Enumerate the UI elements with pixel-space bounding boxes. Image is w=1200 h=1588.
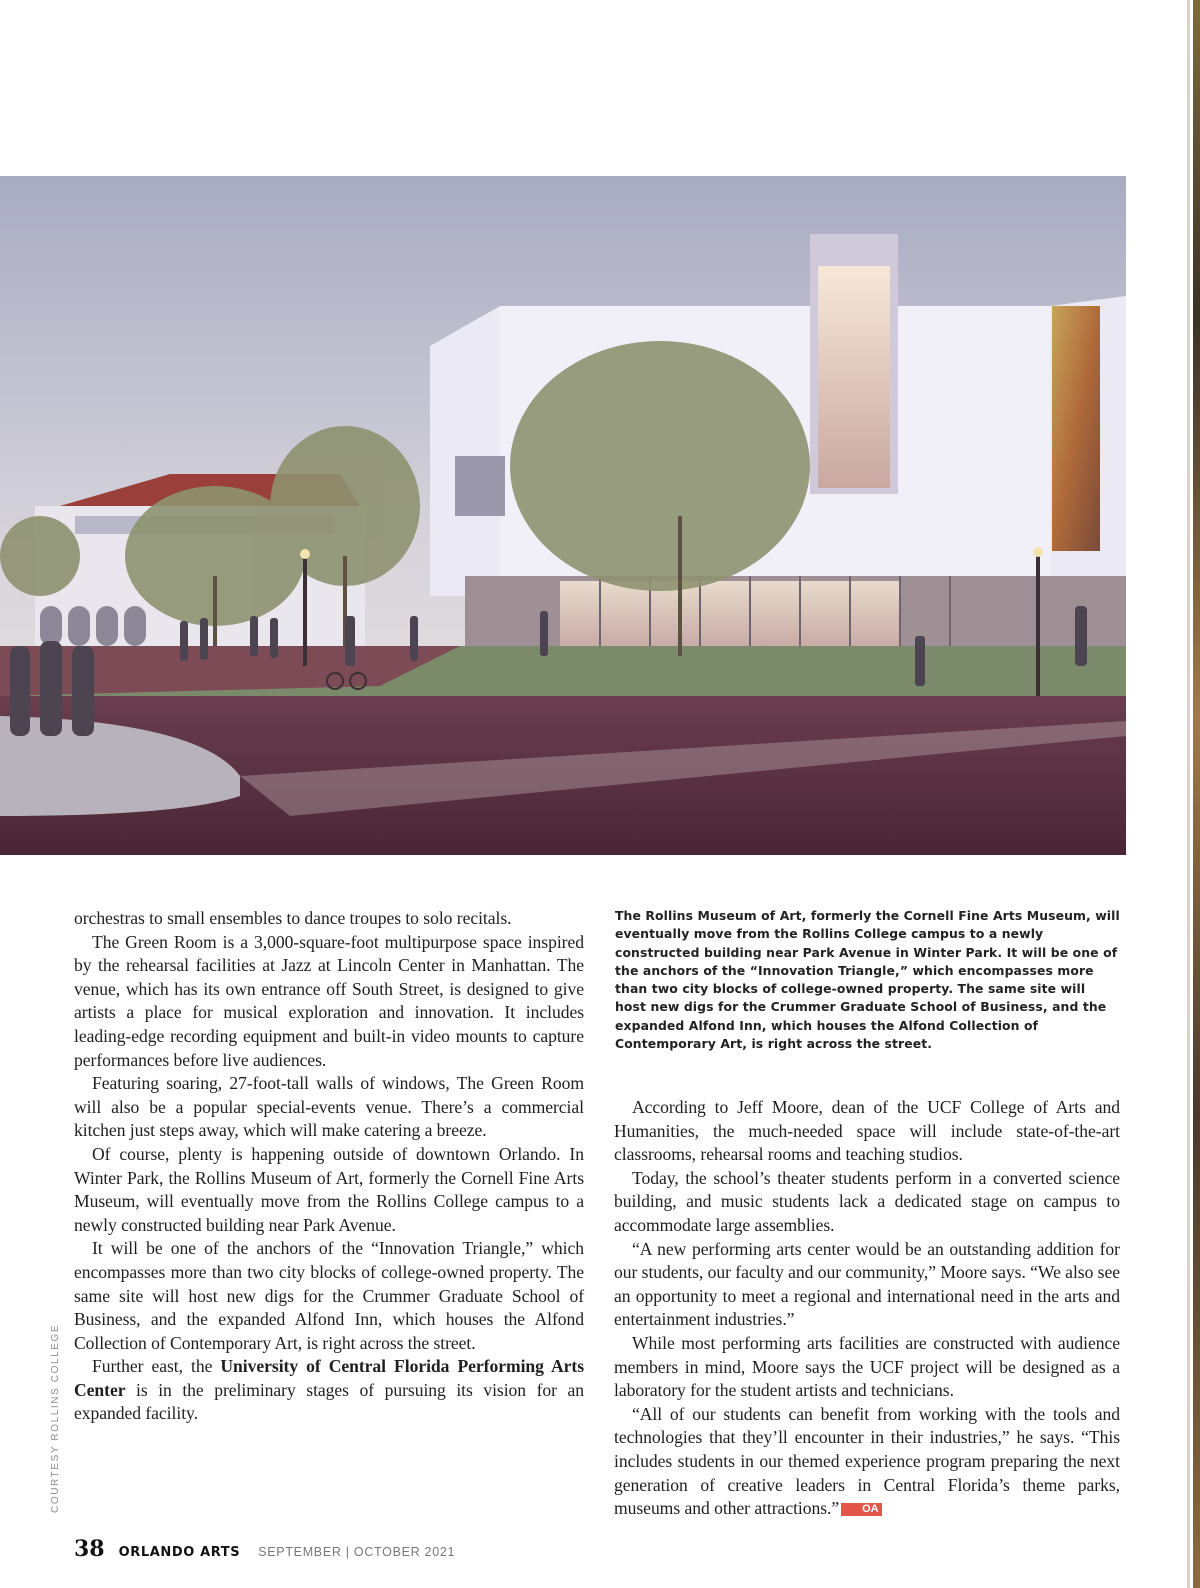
paragraph-text: is in the preliminary stages of pursuing its vision for an expanded facility.	[74, 1379, 584, 1424]
paragraph: Featuring soaring, 27-foot-tall walls of windows, The Green Room will also be a popular special-events venue. There’s a commercial kitchen just steps away, which will make catering a breeze.	[74, 1073, 584, 1141]
magazine-name: ORLANDO ARTS	[118, 1545, 241, 1560]
paragraph	[614, 1403, 1120, 1521]
paragraph: Today, the school’s theater students perform in a converted science building, and music students lack a dedicated stage on campus to accommodate large assemblies.	[614, 1167, 1120, 1235]
page-edge-line	[1187, 0, 1190, 1588]
photo-caption: The Rollins Museum of Art, formerly the Cornell Fine Arts Museum, will eventually move from the Rollins College campus to a newly constructed building near Park Avenue in Winter Park. It will be one of the anchors of the “Innovation Triangle,” which encompasses more than two city blocks of college-owned property. The same site will host new digs for the Crummer Graduate School of Business, and the expanded Alfond Inn, which houses the Alfond Collection of Contemporary Art, is right across the street.	[615, 908, 1120, 1052]
paragraph: “A new performing arts center would be an outstanding addition for our students, our faculty and our community,” Moore says. “We also see an opportunity to meet a regional and international need in the arts and entertainment industries.”	[614, 1238, 1120, 1330]
photo-credit: COURTESY ROLLINS COLLEGE	[50, 1323, 61, 1513]
paragraph: While most performing arts facilities are constructed with audience members in mind, Moore says the UCF project will be designed as a laboratory for the student artists and technicians.	[614, 1332, 1120, 1401]
museum-rendering-photo	[0, 176, 1126, 855]
paragraph: It will be one of the anchors of the “Innovation Triangle,” which encompasses more than two city blocks of college-owned property. The same site will host new digs for the Crummer Graduate School of Business, and the expanded Alfond Inn, which houses the Alfond Collection of Contemporary Art, is right across the street.	[74, 1238, 584, 1353]
page-edge-strip	[1193, 0, 1200, 1588]
issue-date: SEPTEMBER | OCTOBER 2021	[258, 1545, 456, 1559]
paragraph: According to Jeff Moore, dean of the UCF College of Arts and Humanities, the much-needed space will include state-of-the-art classrooms, rehearsal rooms and teaching studios.	[614, 1097, 1120, 1165]
ucf-performing-arts-center-name: University of Central Florida Performing Arts Center	[74, 1356, 584, 1400]
paragraph: orchestras to small ensembles to dance troupes to solo recitals.	[74, 908, 512, 928]
article-column-right	[614, 1096, 1120, 1521]
page-number: 38	[74, 1536, 105, 1562]
paragraph: The Green Room is a 3,000-square-foot multipurpose space inspired by the rehearsal facilities at Jazz at Lincoln Center in Manhattan. The venue, which has its own entrance off South Street, is designed to give artists a place for musical exploration and innovation. It includes leading-edge recording equipment and built-in video mounts to capture performances before live audiences.	[74, 931, 584, 1070]
paragraph: Of course, plenty is happening outside of downtown Orlando. In Winter Park, the Rollins Museum of Art, formerly the Cornell Fine Arts Museum, will eventually move from the Rollins College campus to a newly constructed building near Park Avenue.	[74, 1143, 584, 1235]
paragraph-text: Further east, the	[92, 1356, 221, 1377]
paragraph-text: “All of our students can benefit from working with the tools and technologies that they’ll encounter in their industries,” he says. “This includes students in our themed experience program preparing the next generation of creative leaders in Central Florida’s theme parks, museums and other attractions.”	[614, 1403, 1120, 1519]
end-of-article-mark: OA	[841, 1503, 881, 1516]
paragraph	[74, 1355, 584, 1426]
article-column-left	[74, 907, 584, 1426]
page-footer	[74, 1536, 455, 1566]
